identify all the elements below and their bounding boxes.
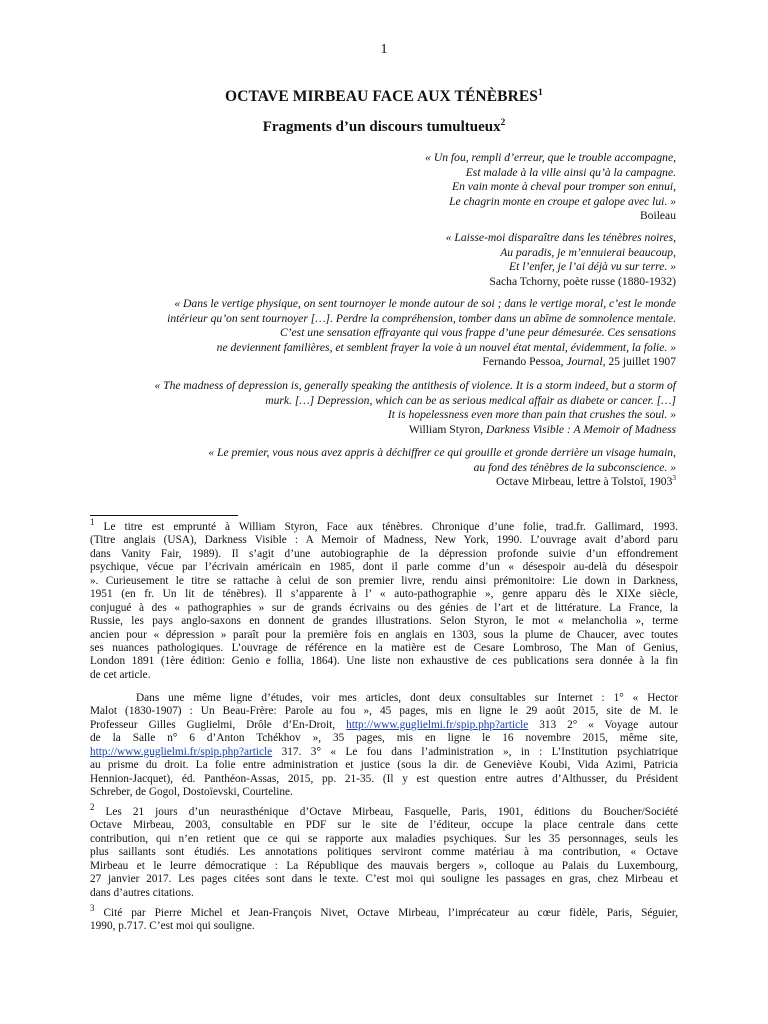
footnote-line: Dans une même ligne d’études, voir mes articles, dont deux consultables sur Internet : 1° « Hector <box>136 692 678 704</box>
epigraph-author: Boileau <box>639 209 676 223</box>
footnote-line <box>90 903 678 920</box>
footnote-link-line[interactable]: http://www.guglielmi.fr/spip.php?article 317. 3° « Le fou dans l’administration », in : L’Institution psychiatrique <box>90 745 678 758</box>
article-title <box>90 88 678 106</box>
footnote-line <box>90 517 678 534</box>
footnote-line: (Titre anglais (USA), Darkness Visible : A Memoir of Madness, New York, 1990. L’ouvrage avait d’abord paru <box>90 534 678 547</box>
footnote-link[interactable]: http://www.guglielmi.fr/spip.php?article <box>346 718 529 731</box>
epigraph-line: « Un fou, rempli d’erreur, que le trouble accompagne, <box>425 151 676 164</box>
footnote-line: Malot (1830-1907) : Un Beau-Frère: Parole au fou », 45 pages, mis en ligne le 29 août 2015, site de M. le <box>90 705 678 718</box>
footnote-line: au prisme du droit. La folie entre administration et justice (sous la dir. de Geneviève Koubi, Vida Azimi, Patricia <box>90 759 678 772</box>
footnote-text: Le titre est emprunté à William Styron, Face aux ténèbres. Chronique d’une folie, trad.fr. Gallimard, 1993. <box>94 521 678 533</box>
footnote-1-continued <box>90 692 678 800</box>
author-name: Fernando Pessoa, <box>482 355 567 369</box>
title-footnote-ref[interactable]: 1 <box>538 86 543 98</box>
epigraph-author <box>154 423 676 438</box>
footnote-line <box>90 802 678 819</box>
footnote-number: 2 <box>90 802 95 813</box>
subtitle-footnote-ref[interactable]: 2 <box>500 118 506 128</box>
author-date: , 25 juillet 1907 <box>602 355 676 369</box>
footnote-line: conjugué à des « pathographies » sur de grands écrivains ou des génies de l’art et de littérature. La France, la <box>90 601 678 614</box>
footnote-line: contribution, qui n’en retient que ce qui se rapporte aux maladies psychiques. Sur les 35 personnages, seuls les <box>90 832 678 845</box>
footnote-line: 1951 (en fr. Un lit de ténèbres). Il s’apparente à l’ « auto-pathographie », genre apparu dès le XIXe siècle, <box>90 588 678 601</box>
footnote-line: 27 janvier 2017. Les pages citées sont dans le texte. C’est moi qui souligne les passages en gras, chez Mirbeau et <box>90 873 678 886</box>
footnote-line: ancien pour « dépression » paraît pour la première fois en anglais en 1303, sous la plume de Chaucer, avec toutes <box>90 628 678 641</box>
author-work: Journal <box>566 355 603 369</box>
epigraph-author <box>167 355 676 370</box>
footnote-line: Mirbeau et le leurre démocratique : La République des mauvais bergers », colloque au Palais du Luxembourg, <box>90 859 678 872</box>
epigraph-author: Sacha Tchorny, poète russe (1880-1932) <box>489 274 676 288</box>
article-subtitle <box>90 119 678 136</box>
footnote-text: Cité par Pierre Michel et Jean-François Nivet, Octave Mirbeau, l’imprécateur au cœur fidèle, Paris, Séguier, <box>94 907 678 919</box>
epigraph-line: Est malade à la ville ainsi qu’à la campagne. <box>465 165 676 179</box>
footnote-line: ses nuances pathologiques. L’ouvrage de référence en la matière est de Cesare Lombroso, The Man of Genius, <box>90 641 678 654</box>
footnote-line: de cet article. <box>90 668 151 681</box>
epigraph-author <box>208 475 676 490</box>
epigraph-line: intérieur qu’on sent tournoyer […]. Perdre la compréhension, tomber dans un abîme de somnolence mentale. <box>167 311 676 325</box>
epigraph-line: Et l’enfer, je l’ai déjà vu sur terre. » <box>509 260 676 274</box>
footnote-line: plus saillants sont étudiés. Les annotations politiques serviront comme matériau à ma contribution, « Octave <box>90 846 678 859</box>
epigraph-line: Au paradis, je m’ennuierai beaucoup, <box>500 245 676 259</box>
footnote-link[interactable]: http://www.guglielmi.fr/spip.php?article <box>90 745 273 758</box>
epigraph-tchorny <box>446 231 676 289</box>
footnote-2 <box>90 802 678 900</box>
epigraph-mirbeau <box>208 446 676 490</box>
epigraph-line: murk. […] Depression, which can be as serious medical affair as diabete or cancer. […] <box>265 393 676 407</box>
epigraph-line: « The madness of depression is, generally speaking the antithesis of violence. It is a storm indeed, but a storm of <box>154 379 676 392</box>
author-footnote-ref[interactable]: 3 <box>672 474 676 483</box>
footnote-line: de la Salle n° 6 d’Anton Tchékhov », 35 pages, mis en ligne le 16 novembre 2015, même site, <box>90 732 678 745</box>
epigraph-line: ne deviennent familières, et semblent frayer la voie à un nouvel état mental, évidemment, la folie. » <box>216 340 676 354</box>
footnote-number: 1 <box>90 517 95 528</box>
epigraph-styron <box>154 379 676 437</box>
epigraph-line: En vain monte à cheval pour tromper son ennui, <box>451 180 676 194</box>
footnote-line: Russie, les pays anglo-saxons en donnent de grandes illustrations. Selon Styron, le mot « melancholia », terme <box>90 615 678 628</box>
footnote-line: 1990, p.717. C’est moi qui souligne. <box>90 920 255 933</box>
epigraph-line: Le chagrin monte en croupe et galope avec lui. » <box>449 194 676 208</box>
subtitle-text: Fragments d’un discours tumultueux <box>262 119 501 135</box>
footnote-1 <box>90 517 678 682</box>
footnote-link-line[interactable]: Professeur Gilles Guglielmi, Drôle d’En-Droit, http://www.guglielmi.fr/spip.php?article 313 2° « Voyage autour <box>90 718 679 731</box>
footnote-line: Hennion-Jacquet), éd. Panthéon-Assas, 2015, pp. 21-35. (Il y est question entre autres d’Althusser, du Président <box>90 772 678 785</box>
epigraph-line: « Le premier, vous nous avez appris à déchiffrer ce qui grouille et gronde derrière un visage humain, <box>208 446 676 459</box>
footnote-line: dans d’autres citations. <box>90 886 194 899</box>
epigraph-line: au fond des ténèbres de la subconscience. » <box>473 460 676 474</box>
title-text: OCTAVE MIRBEAU FACE AUX TÉNÈBRES <box>225 88 539 105</box>
footnote-separator <box>90 515 238 516</box>
epigraph-line: « Dans le vertige physique, on sent tournoyer le monde autour de soi ; dans le vertige moral, c’est le monde <box>174 297 676 310</box>
author-work: Darkness Visible : A Memoir of Madness <box>486 422 676 436</box>
epigraph-boileau <box>425 151 676 224</box>
footnote-line: ». Curieusement le titre se rattache à celui de son premier livre, rendu ainsi prémonitoire: Lie down in Darkness, <box>90 574 678 587</box>
author-name: William Styron, <box>408 422 486 436</box>
footnote-line: London 1891 (1ère édition: Genio e follia, 1864). Une liste non exhaustive de ces publications sera donnée à la fin <box>90 655 678 668</box>
epigraph-pessoa <box>167 297 676 370</box>
footnote-3 <box>90 903 678 934</box>
epigraph-line: It is hopelessness even more than pain that crushes the soul. » <box>387 408 676 422</box>
footnote-line: psychique, vécue par l’écrivain américain en 1985, dont il parle comme d’un « désespoir au-delà du désespoir <box>90 561 678 574</box>
epigraph-line: C’est une sensation effrayante qui vous frappe d’une peur démesurée. Ces sensations <box>279 326 676 340</box>
footnote-number: 3 <box>90 903 95 914</box>
footnote-line: dans Vanity Fair, 1989). Il s’agit d’une autobiographie de la dépression profonde suivie d’un effondrement <box>90 547 678 560</box>
footnote-text: Les 21 jours d’un neurasthénique d’Octave Mirbeau, Fasquelle, Paris, 1901, éditions du Boucher/Société <box>94 806 678 818</box>
epigraph-line: « Laisse-moi disparaître dans les ténèbres noires, <box>445 231 676 244</box>
author-name: Octave Mirbeau, lettre à Tolstoï, 1903 <box>496 475 673 489</box>
footnote-line: Schreber, de Gogol, Dostoïevski, Courteline. <box>90 786 293 799</box>
footnote-line: Octave Mirbeau, 2003, consultable en PDF sur le site de l’éditeur, occupe la place centrale dans cette <box>90 819 678 832</box>
page-number: 1 <box>380 42 388 57</box>
